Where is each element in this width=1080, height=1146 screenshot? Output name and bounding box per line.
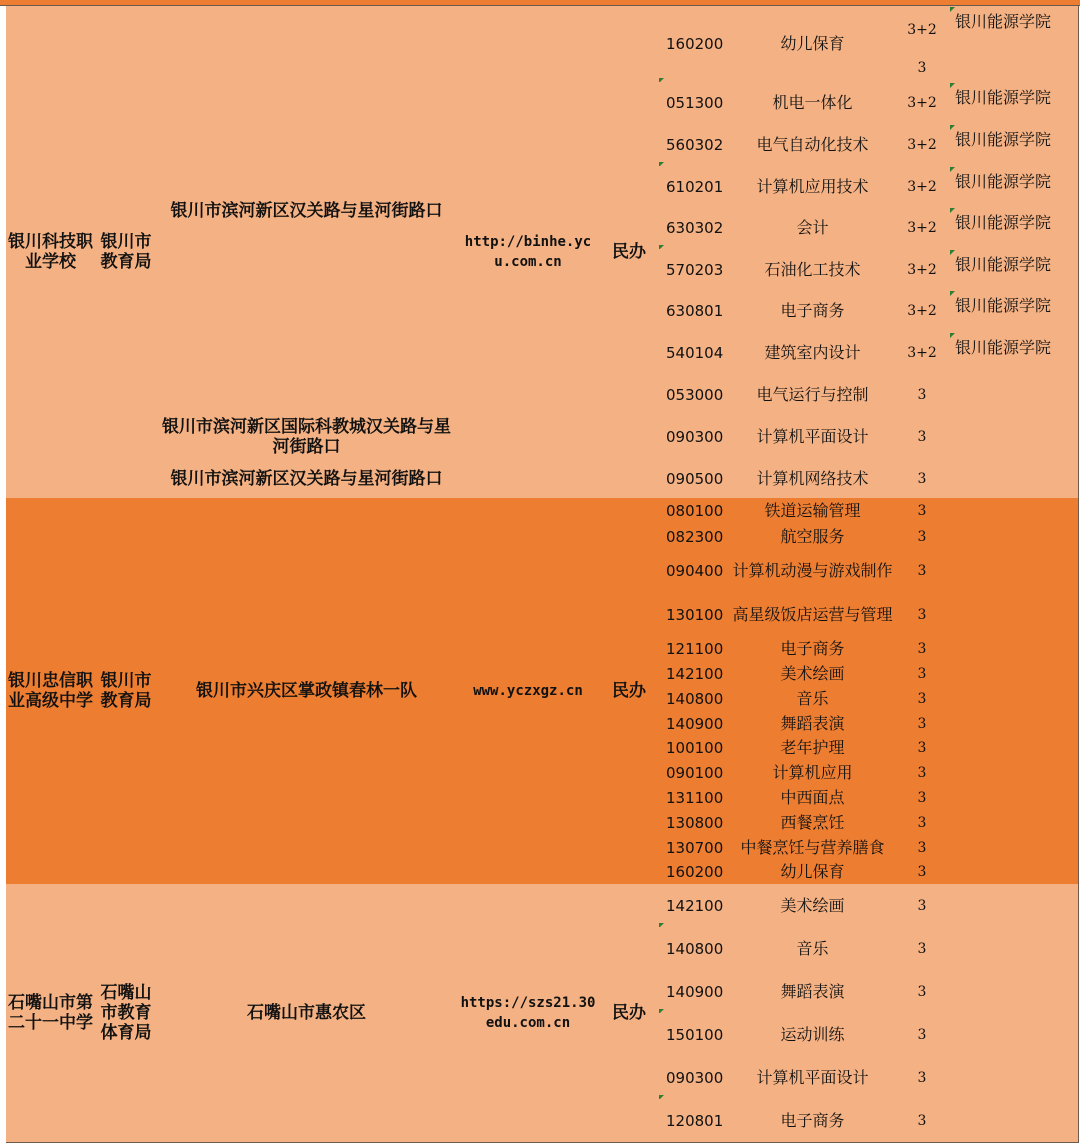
major-name: 美术绘画 — [730, 661, 896, 687]
major-code: 140800 — [658, 686, 731, 712]
major-name: 幼儿保育 — [730, 860, 896, 885]
major-code: 090500 — [658, 459, 731, 499]
partner-college — [949, 459, 1079, 499]
major-name: 建筑室内设计 — [730, 332, 896, 375]
study-years: 3 — [895, 1099, 950, 1143]
major-name: 石油化工技术 — [730, 249, 896, 291]
major-name: 航空服务 — [730, 524, 896, 550]
study-years: 3+2 — [895, 124, 950, 167]
study-years: 3 — [895, 1056, 950, 1100]
major-code: 540104 — [658, 332, 731, 375]
school-name: 石嘴山市第二十一中学 — [6, 884, 96, 1143]
comment-marker-icon — [950, 208, 955, 213]
partner-college — [949, 593, 1079, 638]
major-code: 130700 — [658, 835, 731, 861]
major-code: 140800 — [658, 927, 731, 971]
major-code: 090400 — [658, 549, 731, 594]
major-name: 计算机网络技术 — [730, 459, 896, 499]
study-years: 3+2 — [895, 332, 950, 375]
study-years: 3 — [895, 54, 950, 83]
partner-college — [949, 374, 1079, 416]
study-years: 3 — [895, 374, 950, 416]
school-name: 银川忠信职业高级中学 — [6, 498, 96, 885]
study-years: 3 — [895, 927, 950, 971]
school-type: 民办 — [600, 6, 659, 499]
study-years: 3+2 — [895, 82, 950, 125]
major-name: 舞蹈表演 — [730, 711, 896, 737]
major-code: 090300 — [658, 415, 731, 460]
study-years: 3 — [895, 661, 950, 687]
major-code: 053000 — [658, 374, 731, 416]
study-years: 3+2 — [895, 6, 950, 55]
partner-college — [949, 884, 1079, 928]
major-name: 高星级饭店运营与管理 — [730, 593, 896, 638]
partner-college: 银川能源学院 — [949, 6, 1079, 55]
major-code: 090100 — [658, 760, 731, 786]
school-address: 石嘴山市惠农区 — [157, 884, 457, 1143]
partner-college — [949, 686, 1079, 712]
school-address: 银川市滨河新区国际科教城汉关路与星河街路口 — [157, 415, 457, 460]
partner-college: 银川能源学院 — [949, 332, 1079, 375]
major-code: 121100 — [658, 637, 731, 662]
major-name: 机电一体化 — [730, 82, 896, 125]
study-years: 3+2 — [895, 290, 950, 333]
study-years: 3+2 — [895, 249, 950, 291]
major-name: 老年护理 — [730, 736, 896, 761]
major-name: 铁道运输管理 — [730, 498, 896, 525]
partner-college — [949, 835, 1079, 861]
study-years: 3 — [895, 637, 950, 662]
partner-college — [949, 711, 1079, 737]
major-name: 舞蹈表演 — [730, 970, 896, 1014]
comment-marker-icon — [950, 250, 955, 255]
major-code: 140900 — [658, 970, 731, 1014]
partner-college — [949, 1013, 1079, 1057]
partner-college: 银川能源学院 — [949, 124, 1079, 167]
major-code: 120801 — [658, 1099, 731, 1143]
school-type: 民办 — [600, 884, 659, 1143]
study-years: 3 — [895, 835, 950, 861]
study-years: 3 — [895, 970, 950, 1014]
study-years: 3 — [895, 549, 950, 594]
major-name: 电子商务 — [730, 290, 896, 333]
study-years: 3+2 — [895, 207, 950, 250]
major-name: 计算机平面设计 — [730, 1056, 896, 1100]
study-years: 3 — [895, 524, 950, 550]
school-address: 银川市滨河新区汉关路与星河街路口 — [157, 6, 457, 416]
major-name: 中餐烹饪与营养膳食 — [730, 835, 896, 861]
partner-college — [949, 1099, 1079, 1143]
major-code: 560302 — [658, 124, 731, 167]
comment-marker-icon — [950, 291, 955, 296]
study-years: 3 — [895, 785, 950, 811]
major-name: 电气运行与控制 — [730, 374, 896, 416]
comment-marker-icon — [950, 167, 955, 172]
partner-college — [949, 661, 1079, 687]
comment-marker-icon — [950, 125, 955, 130]
major-name: 西餐烹饪 — [730, 810, 896, 836]
partner-college — [949, 927, 1079, 971]
education-authority: 银川市教育局 — [95, 498, 158, 885]
partner-college — [949, 637, 1079, 662]
partner-college — [949, 498, 1079, 525]
major-code: 082300 — [658, 524, 731, 550]
study-years: 3 — [895, 884, 950, 928]
partner-college — [949, 549, 1079, 594]
major-name: 计算机动漫与游戏制作 — [730, 549, 896, 594]
major-name: 电子商务 — [730, 637, 896, 662]
study-years: 3+2 — [895, 166, 950, 208]
major-name: 计算机平面设计 — [730, 415, 896, 460]
major-name: 运动训练 — [730, 1013, 896, 1057]
education-authority: 石嘴山市教育体育局 — [95, 884, 158, 1143]
major-code: 130800 — [658, 810, 731, 836]
school-website: www.yczxgz.cn — [456, 498, 601, 885]
major-code: 610201 — [658, 166, 731, 208]
major-code: 100100 — [658, 736, 731, 761]
partner-college: 银川能源学院 — [949, 166, 1079, 208]
major-code: 142100 — [658, 884, 731, 928]
major-code: 130100 — [658, 593, 731, 638]
major-code: 630302 — [658, 207, 731, 250]
major-code: 160200 — [658, 860, 731, 885]
partner-college — [949, 524, 1079, 550]
study-years: 3 — [895, 736, 950, 761]
major-name: 音乐 — [730, 927, 896, 971]
comment-marker-icon — [950, 333, 955, 338]
comment-marker-icon — [950, 7, 955, 12]
partner-college-empty — [949, 54, 1079, 83]
partner-college — [949, 810, 1079, 836]
education-authority: 银川市教育局 — [95, 6, 158, 499]
major-name: 会计 — [730, 207, 896, 250]
study-years: 3 — [895, 686, 950, 712]
study-years: 3 — [895, 415, 950, 460]
major-name: 音乐 — [730, 686, 896, 712]
major-code: 142100 — [658, 661, 731, 687]
major-code: 090300 — [658, 1056, 731, 1100]
major-name: 电气自动化技术 — [730, 124, 896, 167]
study-years: 3 — [895, 498, 950, 525]
comment-marker-icon — [950, 83, 955, 88]
school-website: http://binhe.ycu.com.cn — [456, 6, 601, 499]
major-name: 中西面点 — [730, 785, 896, 811]
major-name: 幼儿保育 — [730, 6, 896, 83]
study-years: 3 — [895, 459, 950, 499]
study-years: 3 — [895, 810, 950, 836]
study-years: 3 — [895, 593, 950, 638]
major-code: 160200 — [658, 6, 731, 83]
partner-college: 银川能源学院 — [949, 249, 1079, 291]
partner-college — [949, 970, 1079, 1014]
partner-college — [949, 415, 1079, 460]
partner-college: 银川能源学院 — [949, 207, 1079, 250]
study-years: 3 — [895, 1013, 950, 1057]
partner-college — [949, 860, 1079, 885]
school-address: 银川市滨河新区汉关路与星河街路口 — [157, 459, 457, 499]
partner-college: 银川能源学院 — [949, 82, 1079, 125]
partner-college — [949, 1056, 1079, 1100]
major-code: 570203 — [658, 249, 731, 291]
study-years: 3 — [895, 860, 950, 885]
major-code: 150100 — [658, 1013, 731, 1057]
partner-college — [949, 760, 1079, 786]
partner-college: 银川能源学院 — [949, 290, 1079, 333]
major-name: 计算机应用 — [730, 760, 896, 786]
partner-college — [949, 785, 1079, 811]
school-website: https://szs21.30edu.com.cn — [456, 884, 601, 1143]
major-code: 140900 — [658, 711, 731, 737]
major-name: 美术绘画 — [730, 884, 896, 928]
major-code: 051300 — [658, 82, 731, 125]
major-code: 080100 — [658, 498, 731, 525]
major-code: 630801 — [658, 290, 731, 333]
major-code: 131100 — [658, 785, 731, 811]
major-name: 计算机应用技术 — [730, 166, 896, 208]
school-name: 银川科技职业学校 — [6, 6, 96, 499]
partner-college — [949, 736, 1079, 761]
study-years: 3 — [895, 711, 950, 737]
major-name: 电子商务 — [730, 1099, 896, 1143]
study-years: 3 — [895, 760, 950, 786]
school-address: 银川市兴庆区掌政镇春林一队 — [157, 498, 457, 885]
school-type: 民办 — [600, 498, 659, 885]
